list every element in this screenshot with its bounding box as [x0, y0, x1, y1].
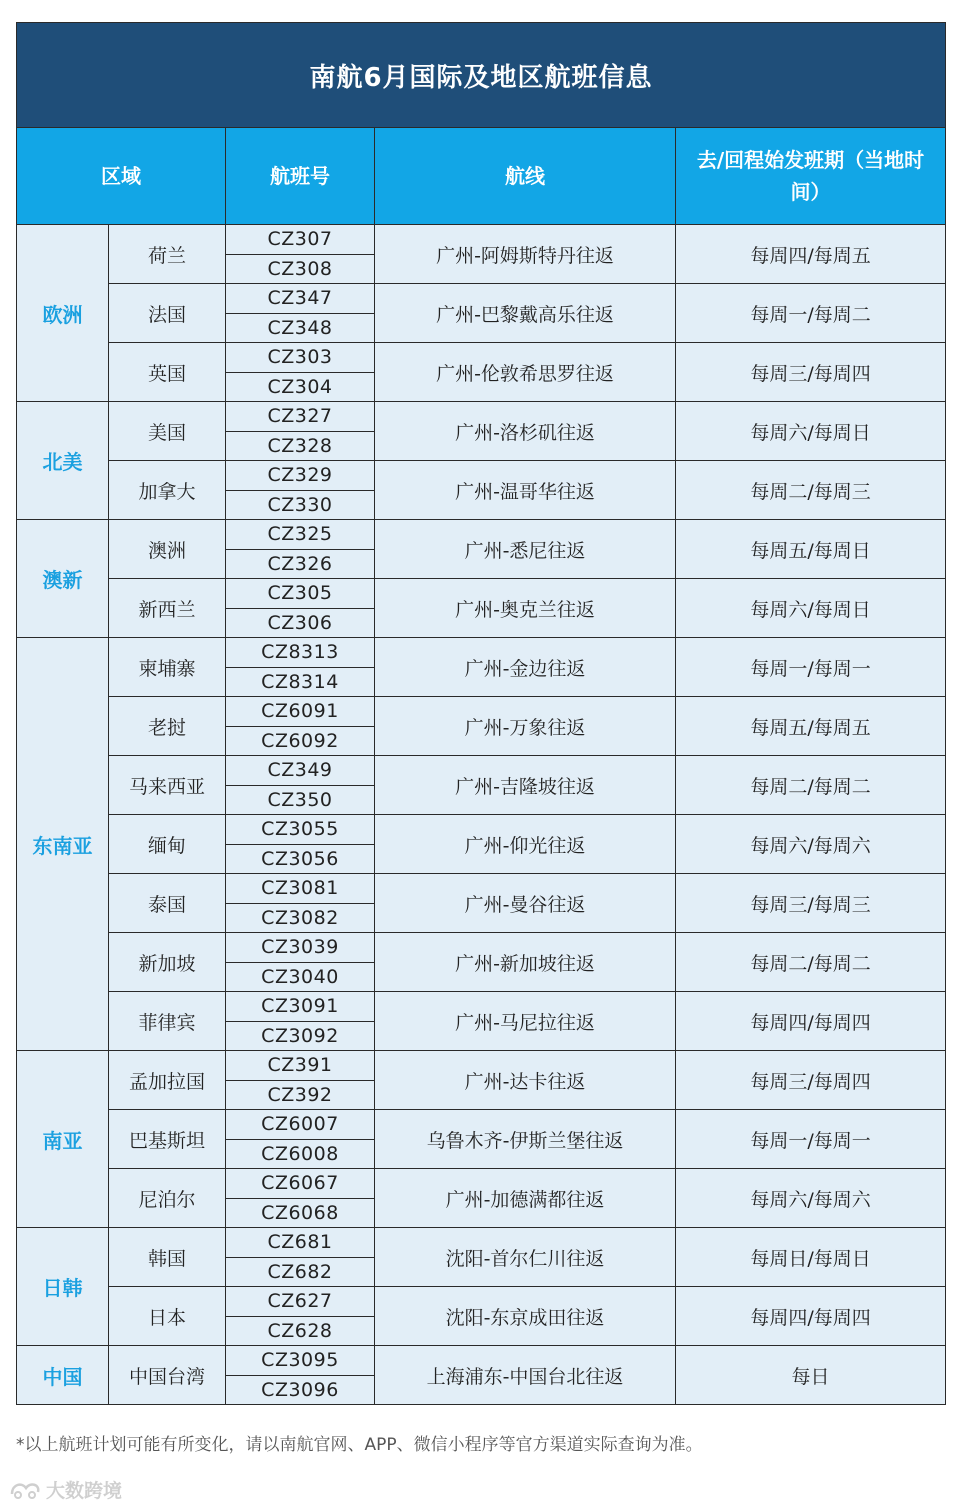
flight-number-cell: CZ6091 [226, 697, 375, 727]
table-row [17, 815, 946, 845]
flight-number-cell: CZ628 [226, 1316, 375, 1346]
region-cell: 日韩 [17, 1228, 109, 1346]
flight-number-cell: CZ3092 [226, 1021, 375, 1051]
table-row [17, 992, 946, 1022]
country-cell: 泰国 [109, 874, 226, 933]
flight-number-cell: CZ392 [226, 1080, 375, 1110]
flight-number-cell: CZ350 [226, 785, 375, 815]
country-cell: 日本 [109, 1287, 226, 1346]
table-row [17, 638, 946, 668]
header-route: 航线 [375, 128, 676, 225]
route-cell: 广州-曼谷往返 [375, 874, 676, 933]
table-row [17, 933, 946, 963]
flight-number-cell: CZ627 [226, 1287, 375, 1317]
schedule-cell: 每周二/每周二 [676, 933, 946, 992]
schedule-cell: 每周五/每周日 [676, 520, 946, 579]
route-cell: 乌鲁木齐-伊斯兰堡往返 [375, 1110, 676, 1169]
flight-number-cell: CZ325 [226, 520, 375, 550]
route-cell: 广州-金边往返 [375, 638, 676, 697]
route-cell: 广州-巴黎戴高乐往返 [375, 284, 676, 343]
route-cell: 上海浦东-中国台北往返 [375, 1346, 676, 1405]
country-cell: 巴基斯坦 [109, 1110, 226, 1169]
country-cell: 孟加拉国 [109, 1051, 226, 1110]
table-row [17, 756, 946, 786]
route-cell: 广州-新加坡往返 [375, 933, 676, 992]
table-row [17, 402, 946, 432]
table-row [17, 225, 946, 255]
schedule-cell: 每周三/每周四 [676, 1051, 946, 1110]
header-schedule-line1: 去/回程始发班期（当地时 [696, 148, 925, 172]
flight-number-cell: CZ330 [226, 490, 375, 520]
table-row [17, 343, 946, 373]
schedule-cell: 每周三/每周四 [676, 343, 946, 402]
schedule-cell: 每周五/每周五 [676, 697, 946, 756]
schedule-cell: 每周一/每周一 [676, 1110, 946, 1169]
flight-schedule-table [16, 22, 946, 1405]
schedule-cell: 每周四/每周四 [676, 1287, 946, 1346]
flight-number-cell: CZ349 [226, 756, 375, 786]
flight-number-cell: CZ303 [226, 343, 375, 373]
schedule-cell: 每周一/每周一 [676, 638, 946, 697]
flight-number-cell: CZ8313 [226, 638, 375, 668]
header-schedule [676, 128, 946, 225]
table-row [17, 1346, 946, 1376]
route-cell: 广州-加德满都往返 [375, 1169, 676, 1228]
route-cell: 沈阳-东京成田往返 [375, 1287, 676, 1346]
schedule-cell: 每周六/每周六 [676, 815, 946, 874]
country-cell: 加拿大 [109, 461, 226, 520]
table-row [17, 284, 946, 314]
country-cell: 柬埔寨 [109, 638, 226, 697]
route-cell: 广州-奥克兰往返 [375, 579, 676, 638]
flight-number-cell: CZ682 [226, 1257, 375, 1287]
route-cell: 广州-温哥华往返 [375, 461, 676, 520]
flight-number-cell: CZ3055 [226, 815, 375, 845]
flight-number-cell: CZ6007 [226, 1110, 375, 1140]
country-cell: 美国 [109, 402, 226, 461]
route-cell: 广州-吉隆坡往返 [375, 756, 676, 815]
route-cell: 广州-洛杉矶往返 [375, 402, 676, 461]
schedule-cell: 每周六/每周六 [676, 1169, 946, 1228]
country-cell: 中国台湾 [109, 1346, 226, 1405]
flight-number-cell: CZ6067 [226, 1169, 375, 1199]
region-cell: 澳新 [17, 520, 109, 638]
flight-number-cell: CZ304 [226, 372, 375, 402]
country-cell: 韩国 [109, 1228, 226, 1287]
flight-number-cell: CZ3081 [226, 874, 375, 904]
schedule-cell: 每周六/每周日 [676, 579, 946, 638]
flight-number-cell: CZ328 [226, 431, 375, 461]
flight-number-cell: CZ6092 [226, 726, 375, 756]
country-cell: 荷兰 [109, 225, 226, 284]
flight-number-cell: CZ3095 [226, 1346, 375, 1376]
country-cell: 马来西亚 [109, 756, 226, 815]
schedule-cell: 每周六/每周日 [676, 402, 946, 461]
flight-number-cell: CZ3040 [226, 962, 375, 992]
flight-number-cell: CZ391 [226, 1051, 375, 1081]
flight-number-cell: CZ8314 [226, 667, 375, 697]
country-cell: 新加坡 [109, 933, 226, 992]
route-cell: 广州-万象往返 [375, 697, 676, 756]
table-row [17, 1110, 946, 1140]
country-cell: 尼泊尔 [109, 1169, 226, 1228]
table-row [17, 874, 946, 904]
schedule-cell: 每周二/每周二 [676, 756, 946, 815]
flight-number-cell: CZ3056 [226, 844, 375, 874]
table-row [17, 461, 946, 491]
flight-number-cell: CZ3039 [226, 933, 375, 963]
flight-number-cell: CZ3096 [226, 1375, 375, 1405]
country-cell: 菲律宾 [109, 992, 226, 1051]
region-cell: 欧洲 [17, 225, 109, 402]
flight-number-cell: CZ305 [226, 579, 375, 609]
table-row [17, 697, 946, 727]
route-cell: 广州-伦敦希思罗往返 [375, 343, 676, 402]
flight-number-cell: CZ3082 [226, 903, 375, 933]
flight-number-cell: CZ329 [226, 461, 375, 491]
route-cell: 沈阳-首尔仁川往返 [375, 1228, 676, 1287]
route-cell: 广州-达卡往返 [375, 1051, 676, 1110]
table-row [17, 1228, 946, 1258]
header-schedule-line2: 间） [790, 180, 831, 204]
footnote: *以上航班计划可能有所变化，请以南航官网、APP、微信小程序等官方渠道实际查询为准。 [16, 1435, 703, 1455]
header-flight-no: 航班号 [226, 128, 375, 225]
region-cell: 南亚 [17, 1051, 109, 1228]
schedule-cell: 每日 [676, 1346, 946, 1405]
table-header-row [17, 128, 946, 225]
flight-number-cell: CZ327 [226, 402, 375, 432]
country-cell: 老挝 [109, 697, 226, 756]
schedule-cell: 每周四/每周四 [676, 992, 946, 1051]
table-row [17, 1287, 946, 1317]
region-cell: 北美 [17, 402, 109, 520]
country-cell: 法国 [109, 284, 226, 343]
flight-number-cell: CZ347 [226, 284, 375, 314]
brand-logo-icon [8, 1478, 42, 1500]
schedule-cell: 每周一/每周二 [676, 284, 946, 343]
route-cell: 广州-马尼拉往返 [375, 992, 676, 1051]
flight-number-cell: CZ308 [226, 254, 375, 284]
route-cell: 广州-悉尼往返 [375, 520, 676, 579]
table-title: 南航6月国际及地区航班信息 [17, 23, 946, 128]
country-cell: 缅甸 [109, 815, 226, 874]
header-region: 区域 [17, 128, 226, 225]
country-cell: 新西兰 [109, 579, 226, 638]
watermark [8, 1476, 122, 1502]
flight-number-cell: CZ6068 [226, 1198, 375, 1228]
table-row [17, 1169, 946, 1199]
flight-number-cell: CZ6008 [226, 1139, 375, 1169]
flight-number-cell: CZ3091 [226, 992, 375, 1022]
route-cell: 广州-仰光往返 [375, 815, 676, 874]
schedule-cell: 每周三/每周三 [676, 874, 946, 933]
route-cell: 广州-阿姆斯特丹往返 [375, 225, 676, 284]
region-cell: 东南亚 [17, 638, 109, 1051]
watermark-text: 大数跨境 [46, 1479, 123, 1502]
table-row [17, 1051, 946, 1081]
flight-number-cell: CZ306 [226, 608, 375, 638]
country-cell: 英国 [109, 343, 226, 402]
country-cell: 澳洲 [109, 520, 226, 579]
schedule-cell: 每周四/每周五 [676, 225, 946, 284]
schedule-cell: 每周二/每周三 [676, 461, 946, 520]
flight-number-cell: CZ348 [226, 313, 375, 343]
flight-number-cell: CZ307 [226, 225, 375, 255]
table-title-row [17, 23, 946, 128]
schedule-cell: 每周日/每周日 [676, 1228, 946, 1287]
table-row [17, 579, 946, 609]
flight-number-cell: CZ681 [226, 1228, 375, 1258]
region-cell: 中国 [17, 1346, 109, 1405]
table-row [17, 520, 946, 550]
flight-number-cell: CZ326 [226, 549, 375, 579]
